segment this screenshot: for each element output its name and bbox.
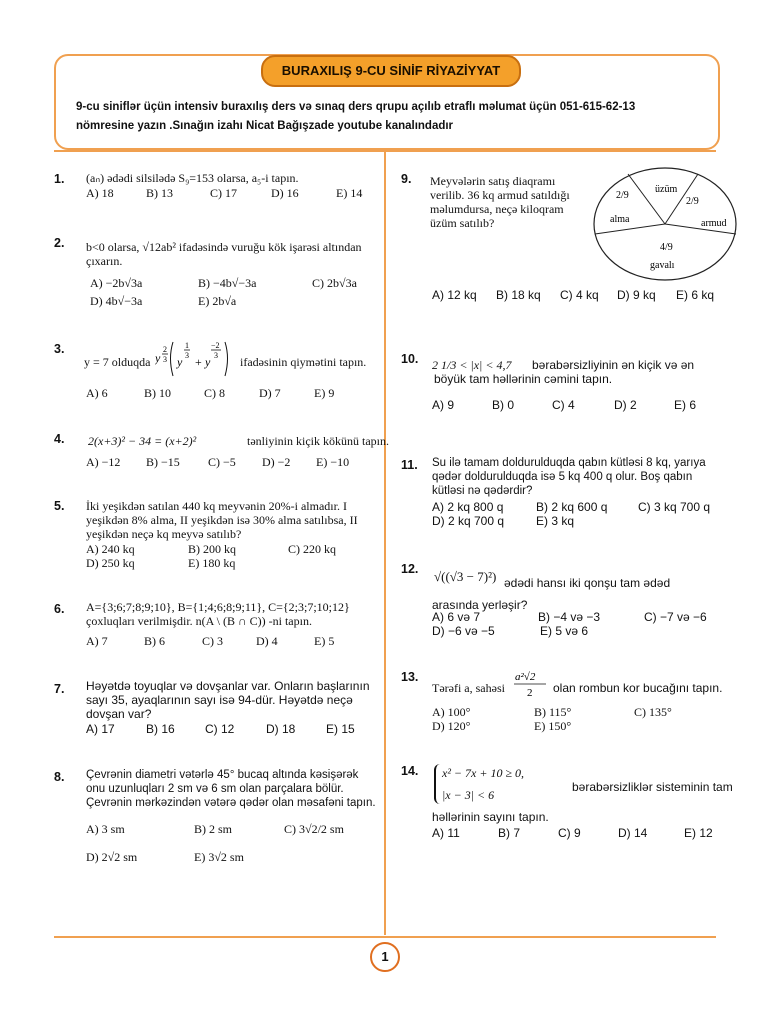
option: B) −4b√−3a bbox=[198, 276, 257, 290]
svg-text:y: y bbox=[155, 351, 161, 365]
option: E) −10 bbox=[316, 455, 350, 469]
question-number: 2. bbox=[54, 236, 65, 250]
option: B) 200 kq bbox=[188, 542, 236, 556]
svg-text:1: 1 bbox=[185, 341, 189, 350]
option: B) 18 kq bbox=[496, 288, 541, 302]
question-number: 9. bbox=[401, 172, 412, 186]
option: E) 5 və 6 bbox=[540, 624, 589, 638]
column-divider bbox=[384, 150, 386, 935]
option: B) 2 sm bbox=[194, 822, 233, 836]
question-number: 13. bbox=[401, 670, 419, 684]
question-5-text: İki yeşikdən satılan 440 kq meyvənin 20%-i almadır. I yeşikdən 8% alma, II yeşikdən isə 30% alma satılıbsa, II yeşikdən neçə kq meyvə satılıb? bbox=[86, 499, 358, 541]
page-number: 1 bbox=[370, 942, 400, 972]
pie-label: 2/9 bbox=[686, 196, 699, 207]
option: A) −12 bbox=[86, 455, 121, 469]
option: A) 9 bbox=[432, 398, 455, 412]
option: A) 6 bbox=[86, 386, 108, 400]
option: D) 250 kq bbox=[86, 556, 135, 570]
option: D) 18 bbox=[266, 722, 296, 736]
pie-label: üzüm bbox=[655, 184, 678, 195]
svg-text:+: + bbox=[195, 355, 202, 369]
question-9-text: Meyvələrin satış diaqramı verilib. 36 kq armud satıldığı məlumdursa, neçə kiloqram üzüm satılıb? bbox=[430, 174, 570, 230]
option: D) 2 kq 700 q bbox=[432, 514, 505, 528]
option: A) 12 kq bbox=[432, 288, 477, 302]
option: D) 14 bbox=[618, 826, 648, 840]
svg-text:2: 2 bbox=[163, 345, 167, 354]
svg-text:3: 3 bbox=[214, 351, 218, 360]
area-formula bbox=[512, 668, 552, 702]
bottom-rule bbox=[54, 936, 716, 938]
svg-text:−2: −2 bbox=[211, 341, 220, 350]
option: C) 9 bbox=[558, 826, 581, 840]
question-14-text: bərabərsizliklər sisteminin tam bbox=[572, 780, 733, 794]
pie-label: armud bbox=[701, 218, 727, 229]
question-12-text: ədədi hansı iki qonşu tam ədəd arasında yerləşir? bbox=[432, 576, 671, 612]
option: A) 6 və 7 bbox=[432, 610, 481, 624]
option: E) 9 bbox=[314, 386, 335, 400]
option: D) 7 bbox=[259, 386, 281, 400]
intro-line-1: 9-cu siniflər üçün intensiv buraxılış ders və sınaq ders qrupu açılıb etraflı məlumat üçün 051-615-62-13 bbox=[76, 101, 636, 113]
option: C) −5 bbox=[208, 455, 236, 469]
question-1-text: (aₙ) ədədi silsilədə S₉=153 olarsa, a₅-i tapın. bbox=[86, 171, 299, 185]
question-number: 5. bbox=[54, 499, 65, 513]
question-10-inequality: 2 1/3 < |x| < 4,7 bbox=[432, 358, 512, 372]
option: E) 3 kq bbox=[536, 514, 575, 528]
option: C) 2b√3a bbox=[312, 276, 357, 290]
question-11-text: Su ilə tamam doldurulduqda qabın kütləsi 8 kq, yarıya qədər doldurulduqda isə 5 kq 400 q olur. Boş qabın kütləsi nə qədərdir? bbox=[432, 457, 706, 497]
svg-text:y: y bbox=[205, 355, 211, 369]
question-14-text-cont: həllərinin sayını tapın. bbox=[432, 810, 549, 824]
option: D) −2 bbox=[262, 455, 291, 469]
option: D) 9 kq bbox=[617, 288, 656, 302]
page-title: BURAXILIŞ 9-CU SİNİF RİYAZİYYAT bbox=[261, 55, 521, 87]
system-brace bbox=[434, 764, 440, 804]
question-number: 7. bbox=[54, 682, 65, 696]
option: C) 17 bbox=[210, 186, 237, 200]
intro-line-2: nömresine yazın .Sınağın izahı Nicat Bağışzade youtube kanalındadır bbox=[76, 120, 454, 132]
question-12-expression: √((√3 − 7)²) bbox=[434, 569, 497, 584]
option: B) 6 bbox=[144, 634, 165, 648]
option: B) −4 və −3 bbox=[538, 610, 601, 624]
option: C) 4 bbox=[552, 398, 575, 412]
option: D) −6 və −5 bbox=[432, 624, 495, 638]
option: E) 6 bbox=[674, 398, 697, 412]
option: C) 3 kq 700 q bbox=[638, 500, 711, 514]
option: E) 15 bbox=[326, 722, 355, 736]
question-7-text: Həyətdə toyuqlar və dovşanlar var. Onların başlarının sayı 35, ayaqlarının sayı isə 94-dür. Həyətdə neçə dovşan var? bbox=[86, 679, 370, 721]
option: B) 7 bbox=[498, 826, 521, 840]
question-4-equation: 2(x+3)² − 34 = (x+2)² bbox=[88, 434, 197, 448]
question-number: 4. bbox=[54, 432, 65, 446]
question-number: 6. bbox=[54, 602, 65, 616]
pie-label: 2/9 bbox=[616, 190, 629, 201]
option: A) 11 bbox=[432, 826, 460, 840]
option: B) 13 bbox=[146, 186, 173, 200]
option: A) 7 bbox=[86, 634, 108, 648]
question-number: 11. bbox=[401, 458, 418, 472]
pie-label: 4/9 bbox=[660, 242, 673, 253]
option: B) −15 bbox=[146, 455, 180, 469]
option: E) 150° bbox=[534, 719, 572, 733]
question-2-text: b<0 olarsa, √12ab² ifadəsində vuruğu kök işarəsi altından çıxarın. bbox=[86, 240, 362, 268]
option: C) −7 və −6 bbox=[644, 610, 707, 624]
question-number: 8. bbox=[54, 770, 65, 784]
question-4-text: tənliyinin kiçik kökünü tapın. bbox=[247, 434, 389, 448]
question-14-line2: |x − 3| < 6 bbox=[442, 788, 495, 802]
pie-label: alma bbox=[610, 214, 630, 225]
question-8-text: Çevrənin diametri vətərlə 45° bucaq altında kəsişərək onu uzunluqları 2 sm və 6 sm olan parçalara bölür. Çevrənin mərkəzindən vətərə qədər olan məsafəni tapın. bbox=[86, 769, 376, 809]
question-13-prefix: Tərəfi a, sahəsi bbox=[432, 681, 505, 695]
option: E) 2b√a bbox=[198, 294, 237, 308]
question-14-line1: x² − 7x + 10 ≥ 0, bbox=[442, 766, 525, 780]
option: A) −2b√3a bbox=[90, 276, 143, 290]
question-3-text: ifadəsinin qiymətini tapın. bbox=[240, 355, 367, 369]
svg-text:a²√2: a²√2 bbox=[515, 671, 536, 683]
option: E) 5 bbox=[314, 634, 335, 648]
option: B) 16 bbox=[146, 722, 175, 736]
option: E) 180 kq bbox=[188, 556, 236, 570]
option: C) 220 kq bbox=[288, 542, 336, 556]
question-number: 12. bbox=[401, 562, 419, 576]
svg-text:y: y bbox=[177, 355, 183, 369]
option: C) 4 kq bbox=[560, 288, 599, 302]
option: D) 2√2 sm bbox=[86, 850, 138, 864]
option: A) 100° bbox=[432, 705, 471, 719]
question-3-expression bbox=[155, 338, 237, 378]
option: E) 3√2 sm bbox=[194, 850, 244, 864]
option: E) 12 bbox=[684, 826, 713, 840]
intro-text bbox=[76, 98, 706, 136]
svg-text:3: 3 bbox=[163, 355, 167, 364]
svg-text:2: 2 bbox=[527, 687, 533, 699]
option: A) 3 sm bbox=[86, 822, 125, 836]
option: A) 18 bbox=[86, 186, 114, 200]
question-number: 3. bbox=[54, 342, 65, 356]
option: D) 4 bbox=[256, 634, 278, 648]
option: A) 17 bbox=[86, 722, 115, 736]
option: B) 2 kq 600 q bbox=[536, 500, 608, 514]
option: B) 115° bbox=[534, 705, 572, 719]
option: E) 14 bbox=[336, 186, 363, 200]
question-3-prefix: y = 7 olduqda bbox=[84, 355, 151, 369]
question-number: 1. bbox=[54, 172, 65, 186]
option: E) 6 kq bbox=[676, 288, 715, 302]
option: C) 3√2/2 sm bbox=[284, 822, 344, 836]
option: B) 0 bbox=[492, 398, 515, 412]
option: D) 120° bbox=[432, 719, 471, 733]
option: A) 2 kq 800 q bbox=[432, 500, 504, 514]
pie-chart bbox=[588, 166, 746, 284]
option: D) 4b√−3a bbox=[90, 294, 143, 308]
pie-label: gavalı bbox=[650, 260, 675, 271]
option: D) 16 bbox=[271, 186, 299, 200]
option: D) 2 bbox=[614, 398, 637, 412]
question-6-text: A={3;6;7;8;9;10}, B={1;4;6;8;9;11}, C={2;3;7;10;12} çoxluqları verilmişdir. n(A \ (B ∩ C)) -ni tapın. bbox=[86, 600, 350, 628]
question-13-text: olan rombun kor bucağını tapın. bbox=[553, 681, 723, 695]
question-number: 14. bbox=[401, 764, 419, 778]
option: A) 240 kq bbox=[86, 542, 135, 556]
question-10-text: bərabərsizliyinin ən kiçik və ən böyük tam həllərinin cəmini tapın. bbox=[434, 358, 695, 386]
option: C) 12 bbox=[205, 722, 235, 736]
svg-text:3: 3 bbox=[185, 351, 189, 360]
option: C) 3 bbox=[202, 634, 223, 648]
option: B) 10 bbox=[144, 386, 171, 400]
option: C) 8 bbox=[204, 386, 225, 400]
option: C) 135° bbox=[634, 705, 672, 719]
expression-graphic bbox=[155, 338, 237, 380]
question-number: 10. bbox=[401, 352, 419, 366]
